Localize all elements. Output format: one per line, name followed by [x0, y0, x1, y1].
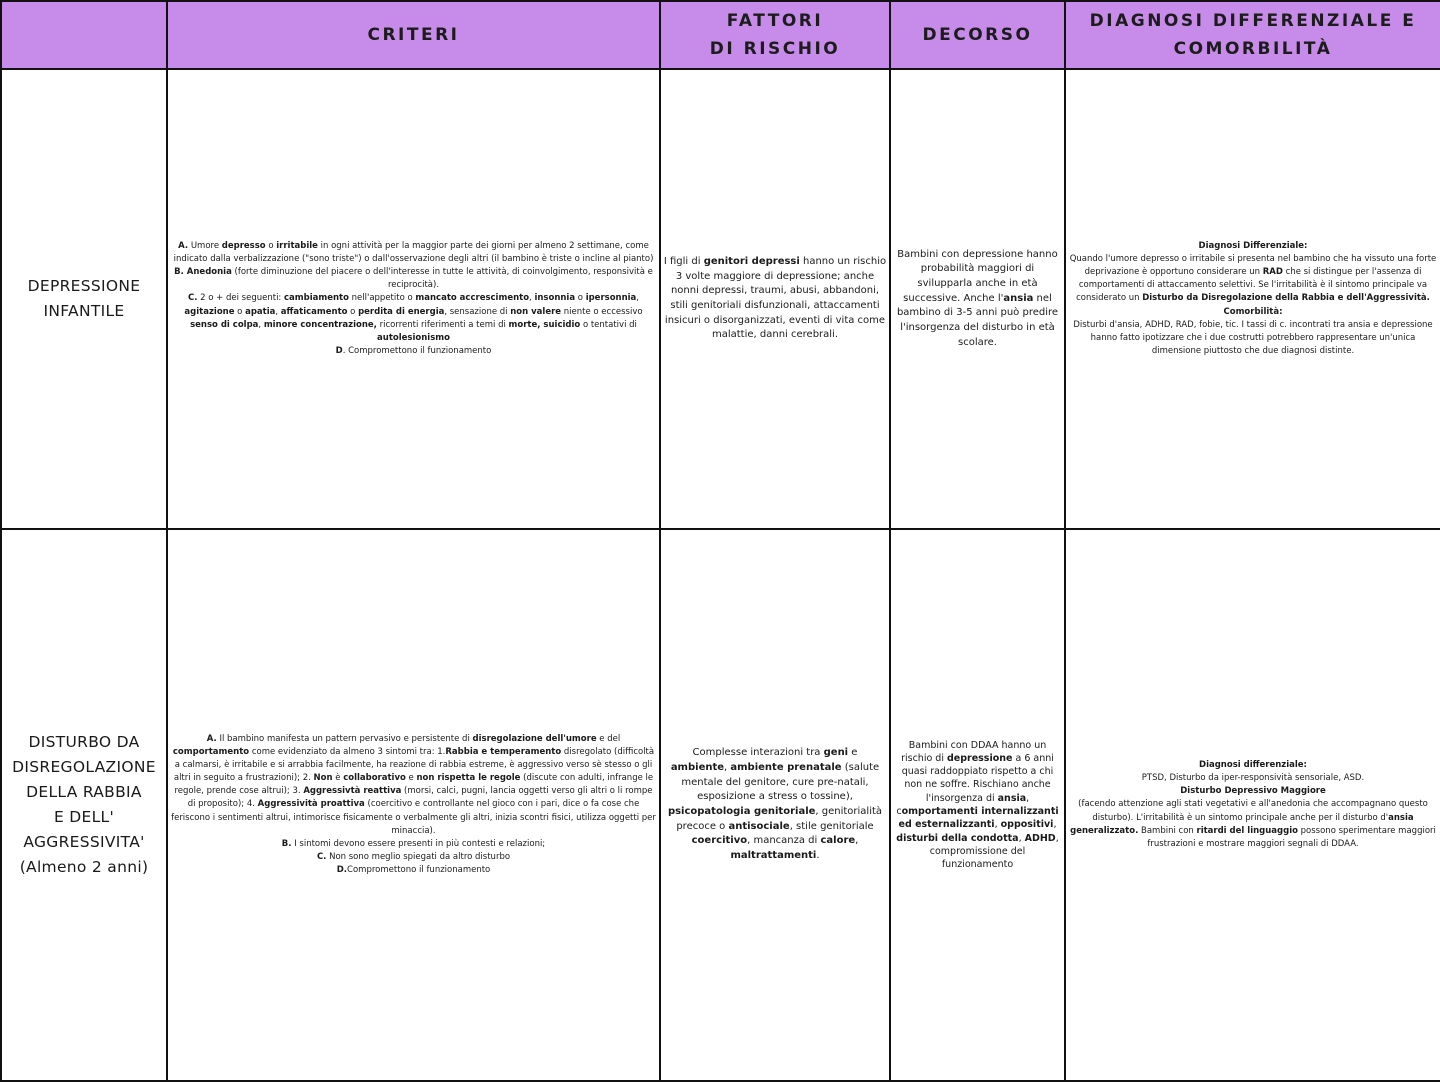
criterio-b: B. Anedonia (forte diminuzione del piacere o dell'interesse in tutte le attività, di coinvolgimento, responsività e reciprocità).: [174, 267, 653, 291]
header-criteri: CRITERI: [167, 1, 660, 69]
bold-term: ansia generalizzato.: [1070, 812, 1414, 836]
bold-term: Disturbo Depressivo Maggiore: [1180, 786, 1326, 797]
fattori-text: I figli di genitori depressi hanno un rischio 3 volte maggiore di depressione; anche nonni depressi, traumi, abusi, abbandoni, stili genitoriali disfunzionali, attaccamenti insicuri o disorganizzati, eventi di vita come malattie, danni cerebrali.: [663, 255, 887, 341]
header-diagnosi-line1: DIAGNOSI DIFFERENZIALE E: [1089, 11, 1417, 31]
cell-decorso-depressione: [890, 69, 1065, 529]
bold-term: A.: [206, 733, 217, 744]
bold-term: genitori depressi: [703, 255, 800, 267]
bold-term: Diagnosi Differenziale:: [1198, 241, 1308, 252]
diagnosi-text: (facendo attenzione agli stati vegetativi e all'anedonia che accompagnano questo disturbo). L'irritabilità è un sintomo principale anche per il disturbo d'ansia generalizzato. Bambini con ritardi del linguaggio possono sperimentare maggiori frustrazioni e mostrare maggiori segnali di DDAA.: [1070, 799, 1436, 849]
header-fattori-line2: DI RISCHIO: [709, 39, 841, 59]
bold-term: Non: [313, 773, 333, 784]
decorso-text: Bambini con depressione hanno probabilità maggiori di svilupparla anche in età successive. Anche l'ansia nel bambino di 3-5 anni può predire l'insorgenza del disturbo in età scolare.: [896, 248, 1059, 348]
header-fattori-line1: FATTORI: [726, 11, 824, 31]
cell-decorso-ddaa: [890, 529, 1065, 1081]
cell-criteri-ddaa: [167, 529, 660, 1081]
bold-term: ADHD: [1024, 832, 1056, 844]
row-label-line: INFANTILE: [43, 302, 125, 320]
bold-term: agitazione: [184, 306, 235, 317]
bold-term: apatia: [245, 306, 276, 317]
bold-term: insonnia: [534, 293, 576, 304]
cell-criteri-depressione: [167, 69, 660, 529]
bold-term: perdita di energia: [358, 306, 445, 317]
bold-term: depressione: [946, 752, 1013, 764]
bold-term: ansia: [997, 792, 1027, 804]
bold-term: antisociale: [728, 820, 790, 832]
criterio-c: C. 2 o + dei seguenti: cambiamento nell'appetito o mancato accrescimento, insonnia o ipersonnia, agitazione o apatia, affaticamento o perdita di energia, sensazione di non valere niente o eccessivo senso di colpa, minore concentrazione, ricorrenti riferimenti a temi di morte, suicidio o tentativi di autolesionismo: [184, 293, 643, 343]
bold-term: calore: [820, 835, 856, 847]
bold-term: geni: [823, 747, 849, 759]
cell-fattori-depressione: [660, 69, 890, 529]
header-empty: [1, 1, 167, 69]
bold-term: Aggressivtà reattiva: [303, 786, 402, 797]
bold-term: non rispetta le regole: [416, 773, 521, 784]
bold-term: C.: [316, 851, 327, 862]
bold-term: senso di colpa: [190, 319, 259, 330]
bold-term: A.: [178, 241, 189, 252]
bold-term: morte, suicidio: [508, 319, 581, 330]
cell-fattori-ddaa: [660, 529, 890, 1081]
bold-term: disregolazione dell'umore: [472, 733, 597, 744]
bold-term: autolesionismo: [377, 332, 450, 343]
bold-term: ambiente prenatale: [730, 761, 842, 773]
bold-term: B. Anedonia: [174, 267, 232, 278]
bold-term: Aggressività proattiva: [257, 799, 365, 810]
comorbilita-heading: [1068, 306, 1438, 319]
criterio-d: D.Compromettono il funzionamento: [336, 864, 491, 875]
bold-term: mancato accrescimento: [415, 293, 530, 304]
criterio-a: A. Umore depresso o irritabile in ogni attività per la maggior parte dei giorni per almeno 2 settimane, come indicato dalla verbalizzazione ("sono triste") o dall'osservazione degli altri (il bambino è triste o incline al pianto): [173, 241, 654, 265]
bold-term: ambiente: [670, 761, 725, 773]
row-label-line: DEPRESSIONE: [27, 277, 141, 295]
bold-term: Disturbo da Disregolazione della Rabbia e dell'Aggressività.: [1142, 293, 1430, 304]
bold-term: collaborativo: [343, 773, 406, 784]
bold-term: psicopatologia genitoriale: [667, 806, 816, 817]
table-row-depressione: [1, 69, 1440, 529]
row-label-depressione: [1, 69, 167, 529]
criterio-d: D. Compromettono il funzionamento: [335, 345, 492, 356]
table-row-ddaa: [1, 529, 1440, 1081]
row-label-line: DISTURBO DA: [28, 733, 140, 751]
bold-term: omportamenti internalizzanti ed esternalizzanti: [898, 806, 1059, 831]
criterio-c: C. Non sono meglio spiegati da altro disturbo: [316, 851, 511, 862]
diagnosi-heading: [1068, 240, 1438, 253]
bold-term: maltrattamenti: [730, 850, 817, 862]
bold-term: ritardi del linguaggio: [1196, 825, 1298, 836]
bold-term: affaticamento: [280, 306, 348, 317]
header-row: [1, 1, 1440, 69]
fattori-text: Complesse interazioni tra geni e ambiente, ambiente prenatale (salute mentale del genitore, cure pre-natali, esposizione a stress o tossine), psicopatologia genitoriale, genitorialità precoce o antisociale, stile genitoriale coercitivo, mancanza di calore, maltrattamenti.: [667, 747, 883, 862]
decorso-text: Bambini con DDAA hanno un rischio di depressione a 6 anni quasi raddoppiato rispetto a chi non ne soffre. Rischiano anche l'insorgenza di ansia, comportamenti internalizzanti ed esternalizzanti, oppositivi, disturbi della condotta, ADHD, compromissione del funzionamento: [896, 739, 1059, 871]
bold-term: non valere: [510, 306, 562, 317]
row-label-ddaa: [1, 529, 167, 1081]
row-label-line: AGGRESSIVITA': [23, 833, 145, 851]
header-decorso: DECORSO: [890, 1, 1065, 69]
cell-diagnosi-ddaa: [1065, 529, 1440, 1081]
bold-term: depresso: [221, 241, 266, 252]
row-label-line: DELLA RABBIA: [26, 783, 142, 801]
criterio-b: B. I sintomi devono essere presenti in più contesti e relazioni;: [281, 838, 546, 849]
bold-term: irritabile: [276, 241, 318, 252]
bold-term: Rabbia e temperamento: [445, 747, 562, 758]
bold-term: ansia: [1003, 292, 1034, 304]
bold-term: RAD: [1262, 267, 1283, 278]
bold-term: oppositivi: [1000, 819, 1054, 831]
diagnosi-text: Quando l'umore depresso o irritabile si presenta nel bambino che ha vissuto una forte deprivazione è opportuno considerare un RAD che si distingue per l'assenza di comportamenti di attaccamento selettivi. Se l'irritabilità è il sintomo principale va considerato un Disturbo da Disregolazione della Rabbia e dell'Aggressività.: [1069, 254, 1437, 304]
bold-term: disturbi della condotta: [896, 832, 1019, 844]
bold-term: cambiamento: [284, 293, 349, 304]
row-label-line: (Almeno 2 anni): [19, 858, 149, 876]
header-diagnosi-line2: COMORBILITÀ: [1173, 39, 1333, 59]
comorbilita-text: Disturbi d'ansia, ADHD, RAD, fobie, tic. I tassi di c. incontrati tra ansia e depressione hanno fatto ipotizzare che i due costrutti potrebbero rappresentare un'unica dimensione piuttosto che due diagnosi distinte.: [1073, 319, 1433, 356]
bold-term: comportamento: [172, 747, 250, 758]
bold-term: minore concentrazione,: [263, 319, 377, 330]
cell-diagnosi-depressione: [1065, 69, 1440, 529]
bold-term: Diagnosi differenziale:: [1199, 760, 1307, 771]
bold-term: C.: [187, 293, 198, 304]
diagnosi-heading: [1068, 759, 1438, 772]
bold-term: D.: [336, 864, 348, 875]
header-diagnosi: [1065, 1, 1440, 69]
row-label-line: DISREGOLAZIONE: [12, 758, 156, 776]
criterio-a: A. Il bambino manifesta un pattern pervasivo e persistente di disregolazione dell'umore e del comportamento come evidenziato da almeno 3 sintomi tra: 1.Rabbia e temperamento disregolato (difficoltà a calmarsi, è irritabile e si arrabbia facilmente, ha reazione di rabbia estreme, è aggressivo verso sè stesso o gli altri in seguito a frustrazioni); 2. Non è collaborativo e non rispetta le regole (discute con adulti, infrange le regole, prende cose altrui); 3. Aggressivtà reattiva (morsi, calci, pugni, lancia oggetti verso gli altri o li rompe di proposito); 4. Aggressività proattiva (coercitivo e controllante nel gioco con i pari, dice o fa cose che feriscono i sentimenti altrui, intimorisce fisicamente o verbalmente gli altri, inizia scontri fisici, utilizza oggetti per minaccia).: [171, 733, 656, 836]
bold-term: Comorbilità:: [1223, 306, 1283, 317]
row-label-line: E DELL': [53, 808, 115, 826]
diagnosi-subheading: [1068, 785, 1438, 798]
bold-term: ipersonnia: [585, 293, 637, 304]
header-fattori: [660, 1, 890, 69]
bold-term: D: [335, 345, 343, 356]
diagnosi-text: PTSD, Disturbo da iper-responsività sensoriale, ASD.: [1141, 773, 1365, 784]
bold-term: coercitivo: [691, 835, 748, 847]
bold-term: B.: [281, 838, 292, 849]
